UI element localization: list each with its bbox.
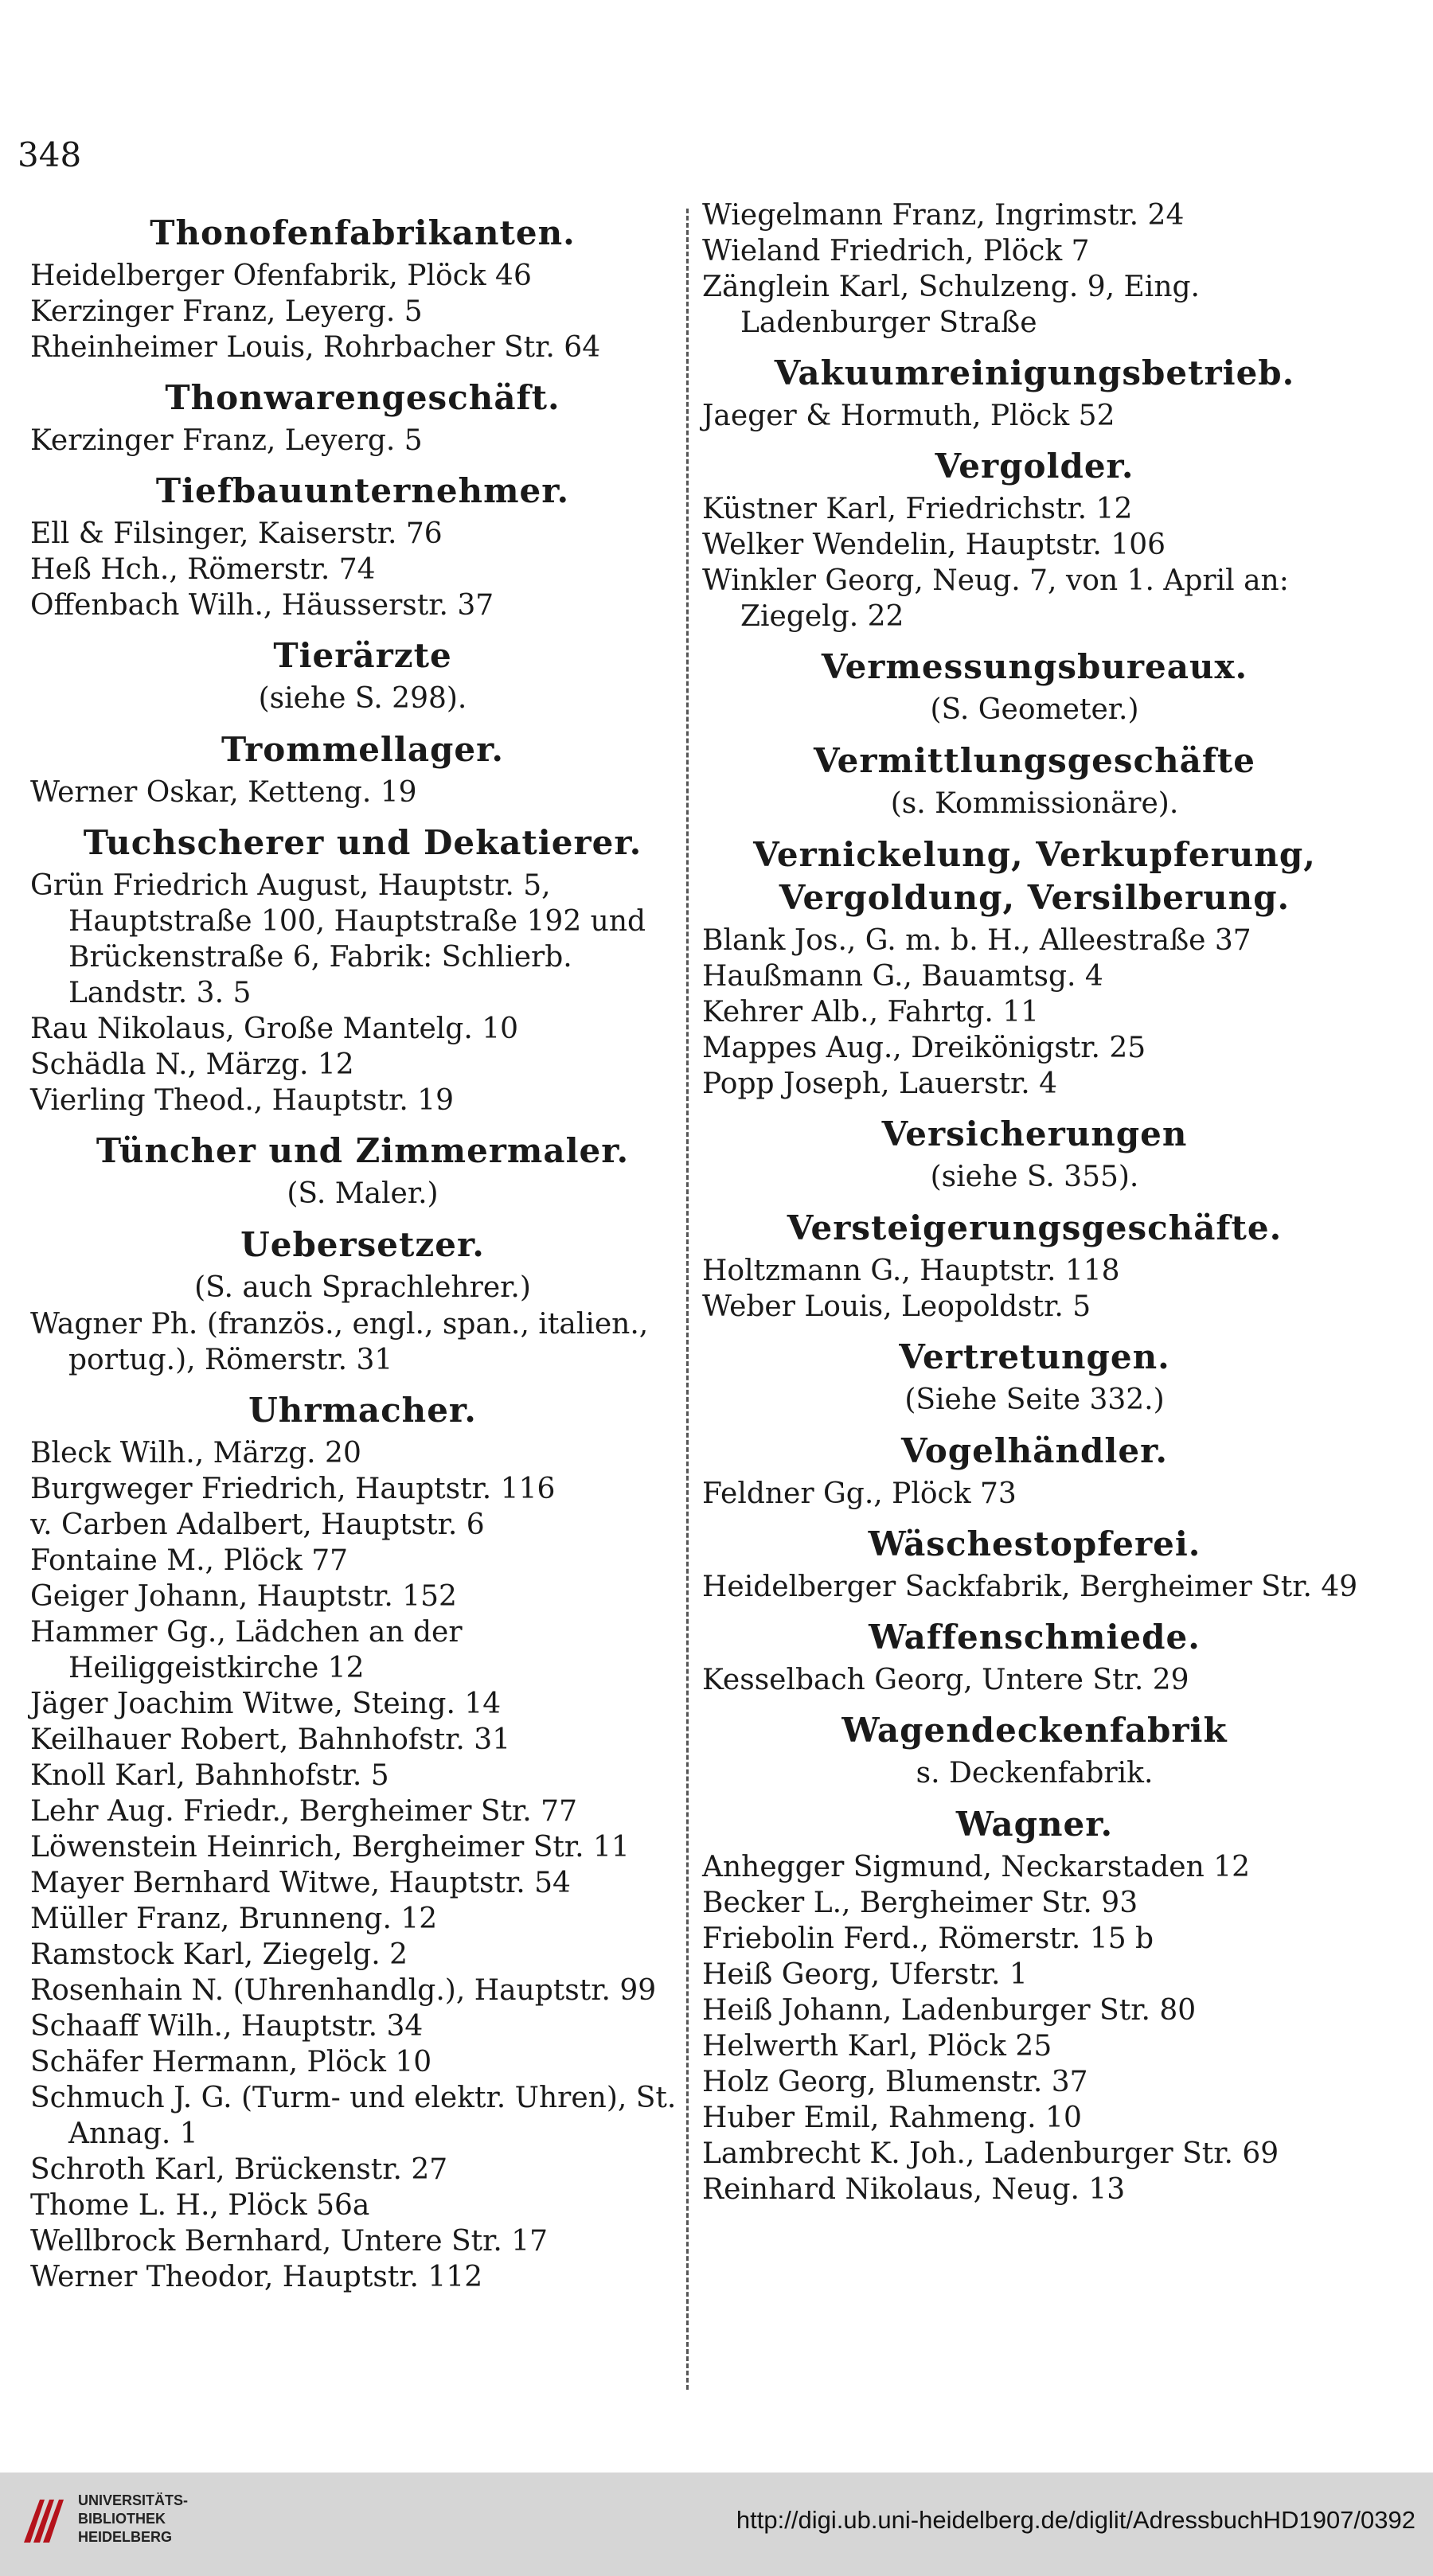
directory-section	[702, 352, 1367, 434]
directory-section	[30, 212, 695, 365]
section-title: Thonofenfabrikanten.	[150, 213, 576, 252]
section-title: Vakuumreinigungsbetrieb.	[774, 353, 1295, 392]
directory-entry: Schäfer Hermann, Plöck 10	[30, 2046, 432, 2078]
directory-entry: Kehrer Alb., Fahrtg. 11	[702, 996, 1040, 1028]
directory-entry: Becker L., Bergheimer Str. 93	[702, 1887, 1138, 1919]
directory-section	[30, 1130, 695, 1212]
directory-entry: Ell & Filsinger, Kaiserstr. 76	[30, 517, 443, 550]
directory-section	[702, 197, 1367, 341]
directory-entry: Helwerth Karl, Plöck 25	[702, 2030, 1052, 2063]
directory-entry: Küstner Karl, Friedrichstr. 12	[702, 493, 1133, 525]
directory-entry: Heiß Johann, Ladenburger Str. 80	[702, 1994, 1197, 2027]
directory-entry: Lambrecht K. Joh., Ladenburger Str. 69	[702, 2137, 1279, 2170]
section-title: Tuchscherer und Dekatierer.	[83, 823, 642, 862]
section-title: Wagendeckenfabrik	[841, 1711, 1228, 1750]
library-name-line-3: HEIDELBERG	[78, 2529, 173, 2545]
right-column	[702, 197, 1367, 2211]
directory-entry: Müller Franz, Brunneng. 12	[30, 1903, 438, 1935]
directory-entry: Ramstock Karl, Ziegelg. 2	[30, 1938, 408, 1971]
section-title: Waffenschmiede.	[869, 1618, 1201, 1657]
directory-entry: Wieland Friedrich, Plöck 7	[702, 235, 1090, 267]
section-title: Uebersetzer.	[240, 1225, 485, 1264]
section-title: Wäschestopferei.	[868, 1524, 1201, 1563]
directory-entry: Werner Theodor, Hauptstr. 112	[30, 2261, 483, 2293]
directory-section	[30, 1224, 695, 1378]
directory-entry: Thome L. H., Plöck 56a	[30, 2189, 370, 2222]
footer-bar	[0, 2473, 1433, 2576]
directory-entry: Werner Oskar, Ketteng. 19	[30, 776, 417, 809]
section-title: Wagner.	[955, 1805, 1114, 1844]
section-title: Vermittlungsgeschäfte	[813, 741, 1256, 780]
directory-entry: Schaaff Wilh., Hauptstr. 34	[30, 2010, 424, 2043]
directory-entry: Winkler Georg, Neug. 7, von 1. April an: Ziegelg. 22	[702, 564, 1289, 633]
directory-entry: Feldner Gg., Plöck 73	[702, 1477, 1017, 1510]
directory-entry: Burgweger Friedrich, Hauptstr. 116	[30, 1473, 556, 1505]
section-title: Uhrmacher.	[248, 1391, 477, 1430]
directory-section	[702, 1336, 1367, 1419]
directory-entry: Bleck Wilh., Märzg. 20	[30, 1437, 361, 1469]
page-number: 348	[18, 135, 82, 174]
directory-entry: Weber Louis, Leopoldstr. 5	[702, 1290, 1091, 1323]
section-note: (siehe S. 298).	[258, 682, 467, 715]
section-title: Vermessungsbureaux.	[821, 647, 1248, 686]
directory-entry: Kerzinger Franz, Leyerg. 5	[30, 295, 423, 328]
directory-entry: Schädla N., Märzg. 12	[30, 1048, 354, 1081]
directory-entry: Heidelberger Ofenfabrik, Plöck 46	[30, 260, 532, 292]
library-name-line-1: UNIVERSITÄTS-	[78, 2492, 189, 2508]
directory-entry: Heß Hch., Römerstr. 74	[30, 553, 376, 586]
directory-section	[702, 1523, 1367, 1605]
directory-section	[30, 728, 695, 810]
section-title: Versteigerungsgeschäfte.	[787, 1208, 1283, 1247]
directory-entry: Knoll Karl, Bahnhofstr. 5	[30, 1759, 389, 1792]
left-column	[30, 201, 695, 2298]
directory-entry: Holtzmann G., Hauptstr. 118	[702, 1255, 1120, 1287]
directory-entry: Lehr Aug. Friedr., Bergheimer Str. 77	[30, 1795, 577, 1828]
section-note: (S. Geometer.)	[930, 693, 1139, 726]
directory-section	[702, 1207, 1367, 1325]
directory-entry: Heidelberger Sackfabrik, Bergheimer Str. 49	[702, 1571, 1358, 1603]
directory-entry: Jäger Joachim Witwe, Steing. 14	[30, 1688, 502, 1720]
directory-entry: Friebolin Ferd., Römerstr. 15 b	[702, 1922, 1154, 1955]
directory-entry: Holz Georg, Blumenstr. 37	[702, 2066, 1088, 2098]
directory-entry: Geiger Johann, Hauptstr. 152	[30, 1580, 457, 1613]
directory-section	[702, 740, 1367, 822]
directory-entry: Mappes Aug., Dreikönigstr. 25	[702, 1032, 1146, 1064]
directory-section	[702, 1616, 1367, 1698]
directory-entry: Popp Joseph, Lauerstr. 4	[702, 1067, 1058, 1100]
column-divider	[686, 209, 689, 2390]
directory-entry: Grün Friedrich August, Hauptstr. 5, Hauptstraße 100, Hauptstraße 192 und Brückenstraße 6, Fabrik: Schlierb. Landstr. 3. 5	[30, 869, 646, 1009]
directory-entry: Jaeger & Hormuth, Plöck 52	[702, 400, 1115, 432]
directory-entry: Reinhard Nikolaus, Neug. 13	[702, 2173, 1126, 2206]
section-note: (s. Kommissionäre).	[890, 787, 1179, 820]
directory-entry: Vierling Theod., Hauptstr. 19	[30, 1084, 455, 1117]
directory-entry: Schroth Karl, Brückenstr. 27	[30, 2153, 448, 2186]
directory-section	[30, 377, 695, 459]
library-name-line-2: BIBLIOTHEK	[78, 2511, 166, 2527]
section-title: Vogelhändler.	[900, 1431, 1168, 1470]
section-title: Thonwarengeschäft.	[165, 378, 560, 417]
directory-section	[702, 445, 1367, 634]
directory-section	[702, 646, 1367, 728]
directory-section	[30, 634, 695, 717]
directory-section	[702, 1430, 1367, 1512]
directory-entry: Löwenstein Heinrich, Bergheimer Str. 11	[30, 1831, 630, 1864]
section-title: Trommellager.	[221, 730, 505, 769]
section-title: Tiefbauunternehmer.	[155, 471, 570, 510]
directory-entry: Wiegelmann Franz, Ingrimstr. 24	[702, 199, 1185, 232]
section-note: (S. Maler.)	[287, 1177, 439, 1210]
directory-entry: Heiß Georg, Uferstr. 1	[702, 1958, 1028, 1991]
section-title: Vernickelung, Verkupferung, Vergoldung, Versilberung.	[753, 835, 1316, 917]
directory-section	[702, 1113, 1367, 1196]
section-title: Versicherungen	[881, 1114, 1188, 1153]
section-note: (Siehe Seite 332.)	[904, 1384, 1165, 1416]
directory-entry: v. Carben Adalbert, Hauptstr. 6	[30, 1509, 485, 1541]
directory-entry: Wellbrock Bernhard, Untere Str. 17	[30, 2225, 549, 2258]
directory-entry: Welker Wendelin, Hauptstr. 106	[702, 529, 1166, 561]
section-title: Vergolder.	[935, 447, 1134, 486]
directory-entry: Zänglein Karl, Schulzeng. 9, Eing. Ladenburger Straße	[702, 271, 1200, 339]
section-title: Vertretungen.	[899, 1337, 1170, 1376]
directory-entry: Fontaine M., Plöck 77	[30, 1544, 349, 1577]
directory-entry: Anhegger Sigmund, Neckarstaden 12	[702, 1851, 1251, 1883]
directory-entry: Huber Emil, Rahmeng. 10	[702, 2102, 1082, 2134]
section-title: Tüncher und Zimmermaler.	[96, 1131, 630, 1170]
directory-section	[702, 1803, 1367, 2207]
directory-entry: Haußmann G., Bauamtsg. 4	[702, 960, 1103, 993]
directory-entry: Rheinheimer Louis, Rohrbacher Str. 64	[30, 331, 601, 364]
section-note: s. Deckenfabrik.	[916, 1757, 1154, 1790]
library-logo-icon	[18, 2493, 65, 2549]
directory-entry: Wagner Ph. (französ., engl., span., italien., portug.), Römerstr. 31	[30, 1308, 649, 1376]
directory-section	[702, 1709, 1367, 1792]
directory-entry: Hammer Gg., Lädchen an der Heiliggeistkirche 12	[30, 1616, 463, 1684]
source-url-link[interactable]: http://digi.ub.uni-heidelberg.de/diglit/AdressbuchHD1907/0392	[736, 2506, 1415, 2534]
directory-section	[702, 833, 1367, 1102]
directory-entry: Keilhauer Robert, Bahnhofstr. 31	[30, 1723, 511, 1756]
directory-section	[30, 1389, 695, 2295]
section-note: (siehe S. 355).	[930, 1161, 1139, 1193]
directory-section	[30, 822, 695, 1118]
directory-section	[30, 470, 695, 623]
directory-entry: Kesselbach Georg, Untere Str. 29	[702, 1664, 1189, 1696]
directory-entry: Rosenhain N. (Uhrenhandlg.), Hauptstr. 99	[30, 1974, 657, 2007]
directory-entry: Offenbach Wilh., Häusserstr. 37	[30, 589, 494, 622]
section-title: Tierärzte	[273, 636, 452, 675]
directory-entry: Blank Jos., G. m. b. H., Alleestraße 37	[702, 924, 1251, 957]
directory-entry: Rau Nikolaus, Große Mantelg. 10	[30, 1013, 519, 1045]
library-name	[78, 2492, 188, 2547]
section-note: (S. auch Sprachlehrer.)	[194, 1271, 531, 1304]
directory-entry: Schmuch J. G. (Turm- und elektr. Uhren), St. Annag. 1	[30, 2082, 677, 2150]
directory-entry: Mayer Bernhard Witwe, Hauptstr. 54	[30, 1867, 571, 1899]
directory-entry: Kerzinger Franz, Leyerg. 5	[30, 424, 423, 457]
